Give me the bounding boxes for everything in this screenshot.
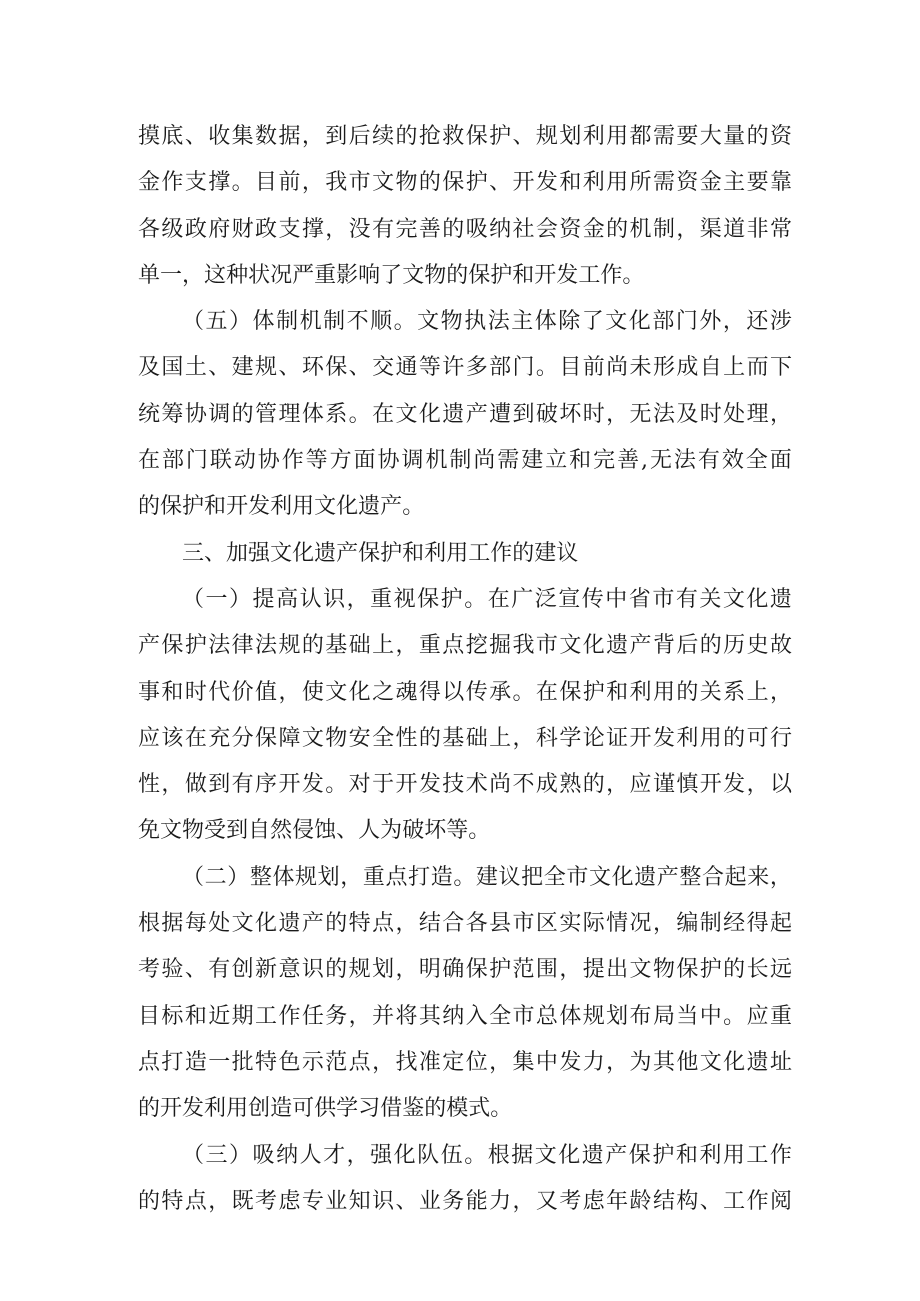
text-line: 及 国 土 、 建 规 、 环 保 、 交 通 等 许 多 部 门 。 目 前 尚 未 形 成 自 上 而 下 bbox=[138, 355, 792, 381]
text-line: 考 验 、 有 创 新 意 识 的 规 划 ， 明 确 保 护 范 围 ， 提 出 文 物 保 护 的 长 远 bbox=[138, 957, 792, 983]
text-line: 点 打 造 一 批 特 色 示 范 点 ， 找 准 定 位 ， 集 中 发 力 ， 为 其 他 文 化 遗 址 bbox=[138, 1049, 792, 1075]
text-line: （ 五 ） 体 制 机 制 不 顺 。 文 物 执 法 主 体 除 了 文 化 部 门 外 ， 还 涉 bbox=[182, 309, 792, 335]
text-line: 在 部 门 联 动 协 作 等 方 面 协 调 机 制 尚 需 建 立 和 完 善 , 无 法 有 效 全 面 bbox=[138, 448, 792, 474]
text-line: 产 保 护 法 律 法 规 的 基 础 上 ， 重 点 挖 掘 我 市 文 化 遗 产 背 后 的 历 史 故 bbox=[138, 633, 792, 659]
text-line: 应 该 在 充 分 保 障 文 物 安 全 性 的 基 础 上 ， 科 学 论 证 开 发 利 用 的 可 行 bbox=[138, 725, 792, 751]
text-line: （ 一 ） 提 高 认 识 ， 重 视 保 护 。 在 广 泛 宣 传 中 省 市 有 关 文 化 遗 bbox=[182, 586, 792, 612]
text-line: 目 标 和 近 期 工 作 任 务 ， 并 将 其 纳 入 全 市 总 体 规 划 布 局 当 中 。 应 重 bbox=[138, 1003, 792, 1029]
text-line: 金 作 支 撑 。 目 前 ， 我 市 文 物 的 保 护 、 开 发 和 利 用 所 需 资 金 主 要 靠 bbox=[138, 170, 792, 196]
text-line: 性 ， 做 到 有 序 开 发 。 对 于 开 发 技 术 尚 不 成 熟 的 ， 应 谨 慎 开 发 ， 以 bbox=[138, 772, 792, 798]
text-line: 的 开 发 利 用 创 造 可 供 学 习 借 鉴 的 模 式 。 bbox=[138, 1096, 513, 1122]
text-line: 事 和 时 代 价 值 ， 使 文 化 之 魂 得 以 传 承 。 在 保 护 和 利 用 的 关 系 上 ， bbox=[138, 679, 792, 705]
text-line: （ 二 ） 整 体 规 划 ， 重 点 打 造 。 建 议 把 全 市 文 化 遗 产 整 合 起 来 ， bbox=[182, 864, 792, 890]
text-line: 各 级 政 府 财 政 支 撑 ， 没 有 完 善 的 吸 纳 社 会 资 金 的 机 制 ， 渠 道 非 常 bbox=[138, 216, 792, 242]
text-line: 单 一 ， 这 种 状 况 严 重 影 响 了 文 物 的 保 护 和 开 发 工 作 。 bbox=[138, 262, 645, 288]
text-line: 摸 底 、 收 集 数 据 ， 到 后 续 的 抢 救 保 护 、 规 划 利 用 都 需 要 大 量 的 资 bbox=[138, 124, 792, 149]
text-line: 的 保 护 和 开 发 利 用 文 化 遗 产 。 bbox=[138, 494, 425, 520]
text-line: 免 文 物 受 到 自 然 侵 蚀 、 人 为 破 坏 等 。 bbox=[138, 818, 491, 844]
text-line: 统 筹 协 调 的 管 理 体 系 。 在 文 化 遗 产 遭 到 破 坏 时 ， 无 法 及 时 处 理 ， bbox=[138, 401, 792, 427]
text-line: （ 三 ） 吸 纳 人 才 ， 强 化 队 伍 。 根 据 文 化 遗 产 保 护 和 利 用 工 作 bbox=[182, 1142, 792, 1168]
text-line: 三 、 加 强 文 化 遗 产 保 护 和 利 用 工 作 的 建 议 bbox=[182, 540, 579, 566]
text-line: 的 特 点 ， 既 考 虑 专 业 知 识 、 业 务 能 力 ， 又 考 虑 年 龄 结 构 、 工 作 阅 bbox=[138, 1188, 792, 1214]
body-text bbox=[138, 114, 792, 1225]
text-line: 根 据 每 处 文 化 遗 产 的 特 点 ， 结 合 各 县 市 区 实 际 情 况 ， 编 制 经 得 起 bbox=[138, 911, 792, 937]
